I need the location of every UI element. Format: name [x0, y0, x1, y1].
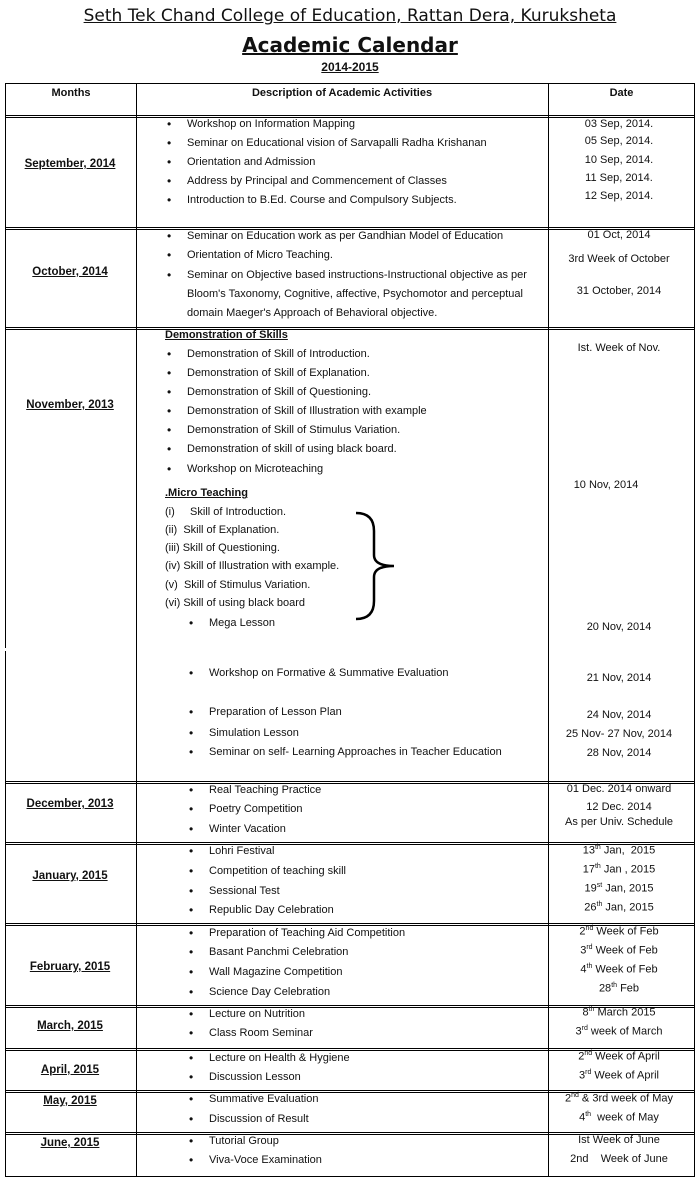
activity-item: • Workshop on Formative & Summative Evaluation [209, 667, 448, 679]
activity-item: • Science Day Celebration [209, 986, 330, 998]
activity-item: • Discussion Lesson [209, 1071, 301, 1083]
activity-item: • Address by Principal and Commencement of Classes [187, 175, 447, 187]
micro-skill: (iii) Skill of Questioning. [165, 542, 280, 554]
date-value: 8th March 2015 [582, 1006, 656, 1019]
activity-item: • Demonstration of Skill of Questioning. [187, 386, 371, 398]
month-march: March, 2015 [37, 1020, 103, 1032]
activity-item: • Workshop on Microteaching [187, 463, 323, 475]
date-value: 3rd Week of Feb [580, 944, 658, 957]
date-value: 26th Jan, 2015 [584, 901, 654, 914]
month-april: April, 2015 [40, 1064, 100, 1076]
activity-item: • Tutorial Group [209, 1135, 279, 1147]
date-value: 13th Jan, 2015 [582, 844, 656, 857]
demo-heading: Demonstration of Skills [165, 329, 288, 341]
activity-item: • Demonstration of Skill of Stimulus Variation. [187, 424, 400, 436]
date-value: 01 Oct, 2014 [587, 229, 651, 241]
date-value [548, 253, 690, 265]
date-value: 24 Nov, 2014 [586, 709, 652, 721]
college-name: Seth Tek Chand College of Education, Rattan Dera, Kuruksheta [83, 6, 617, 26]
activity-item: • Demonstration of skill of using black board. [187, 443, 397, 455]
date-value: 4th week of May [579, 1111, 659, 1124]
date-value: 28th Feb [598, 982, 640, 995]
activity-item: • Preparation of Teaching Aid Competition [209, 927, 405, 939]
activity-item: • Discussion of Result [209, 1113, 309, 1125]
activity-item: • Class Room Seminar [209, 1027, 313, 1039]
activity-item: • Simulation Lesson [209, 727, 299, 739]
month-november: November, 2013 [26, 399, 114, 411]
activity-item: • Seminar on Education work as per Gandhian Model of Education [187, 230, 503, 242]
activity-item: • Winter Vacation [209, 823, 286, 835]
month-june: June, 2015 [40, 1137, 100, 1149]
activity-item: • Sessional Test [209, 885, 280, 897]
date-value: 12 Dec. 2014 [586, 801, 652, 813]
activity-item: • Seminar on Objective based instructions-Instructional objective as per Bloom's Taxonomy, Cognitive, affective, Psychomotor and perceptual domain Maeger's Approach of Behavioral objective. [187, 266, 547, 323]
activity-item: • Summative Evaluation [209, 1093, 318, 1105]
date-value: 2nd Week of April [578, 1050, 660, 1063]
column-divider [136, 84, 137, 1176]
date-value: 31 October, 2014 [576, 285, 662, 297]
micro-skill: (i) Skill of Introduction. [165, 506, 287, 518]
activity-item: • Seminar on Educational vision of Sarvapalli Radha Krishanan [187, 137, 487, 149]
date-value: 10 Nov, 2014 [573, 479, 639, 491]
month-december: December, 2013 [26, 798, 114, 810]
activity-item: • Poetry Competition [209, 803, 303, 815]
curly-brace-icon [352, 511, 400, 621]
activity-item: • Basant Panchmi Celebration [209, 946, 348, 958]
date-value: As per Univ. Schedule [564, 816, 674, 828]
date-value: 17th Jan , 2015 [582, 863, 656, 876]
activity-item: • Lecture on Health & Hygiene [209, 1052, 350, 1064]
micro-skill: (iv) Skill of Illustration with example. [165, 560, 340, 572]
activity-item: • Preparation of Lesson Plan [209, 706, 342, 718]
month-january: January, 2015 [32, 870, 108, 882]
month-february: February, 2015 [29, 961, 111, 973]
date-value: 25 Nov- 27 Nov, 2014 [565, 728, 673, 740]
micro-skill: (vi) Skill of using black board [165, 597, 306, 609]
activity-item: • Mega Lesson [209, 617, 275, 629]
activity-item: • Lecture on Nutrition [209, 1008, 305, 1020]
date-value: 10 Sep, 2014. [584, 154, 654, 166]
activity-item: • Introduction to B.Ed. Course and Compulsory Subjects. [187, 194, 457, 206]
activity-item: • Orientation and Admission [187, 156, 315, 168]
header-months: Months [51, 87, 91, 99]
date-value: 2nd Week of Feb [579, 925, 659, 938]
activity-item: • Orientation of Micro Teaching. [187, 249, 333, 261]
calendar-title: Academic Calendar [242, 33, 458, 57]
date-value: Ist Week of June [578, 1134, 660, 1146]
activity-item: • Competition of teaching skill [209, 865, 346, 877]
date-text: 3rd Week of October [568, 253, 670, 265]
date-value: 11 Sep, 2014. [585, 172, 653, 184]
date-value: 05 Sep, 2014. [584, 135, 654, 147]
activity-item: • Viva-Voce Examination [209, 1154, 322, 1166]
activity-item: • Workshop on Information Mapping [187, 118, 355, 130]
date-value: 20 Nov, 2014 [586, 621, 652, 633]
date-value: 2nd & 3rd week of May [564, 1092, 674, 1105]
activity-item: • Wall Magazine Competition [209, 966, 342, 978]
activity-item: • Lohri Festival [209, 845, 274, 857]
month-september: September, 2014 [24, 158, 116, 170]
session-year: 2014-2015 [321, 60, 379, 74]
date-value: Ist. Week of Nov. [577, 342, 661, 354]
date-value: 3rd week of March [575, 1025, 663, 1038]
date-value: 21 Nov, 2014 [586, 672, 652, 684]
date-value: 01 Dec. 2014 onward [566, 783, 672, 795]
activity-item: • Seminar on self- Learning Approaches in Teacher Education [209, 746, 502, 758]
month-may: May, 2015 [43, 1095, 97, 1107]
date-value: 4th Week of Feb [580, 963, 658, 976]
page-break [5, 648, 136, 651]
date-value: 3rd Week of April [578, 1069, 660, 1082]
date-value: 12 Sep, 2014. [584, 190, 654, 202]
date-value: 28 Nov, 2014 [586, 747, 652, 759]
micro-skill: (v) Skill of Stimulus Variation. [165, 579, 311, 591]
date-value: 2nd Week of June [570, 1153, 668, 1165]
header-date: Date [609, 87, 634, 99]
activity-item: • Real Teaching Practice [209, 784, 321, 796]
activity-item: • Demonstration of Skill of Illustration with example [187, 405, 427, 417]
micro-teaching-heading: .Micro Teaching [165, 487, 248, 499]
header-description: Description of Academic Activities [251, 87, 433, 99]
date-value: 19st Jan, 2015 [584, 882, 654, 895]
row-divider [6, 327, 694, 330]
activity-item: • Demonstration of Skill of Introduction. [187, 348, 370, 360]
month-october: October, 2014 [32, 266, 108, 278]
activity-item: • Demonstration of Skill of Explanation. [187, 367, 370, 379]
micro-skill: (ii) Skill of Explanation. [165, 524, 280, 536]
date-value: 03 Sep, 2014. [584, 118, 654, 130]
activity-item: • Republic Day Celebration [209, 904, 334, 916]
